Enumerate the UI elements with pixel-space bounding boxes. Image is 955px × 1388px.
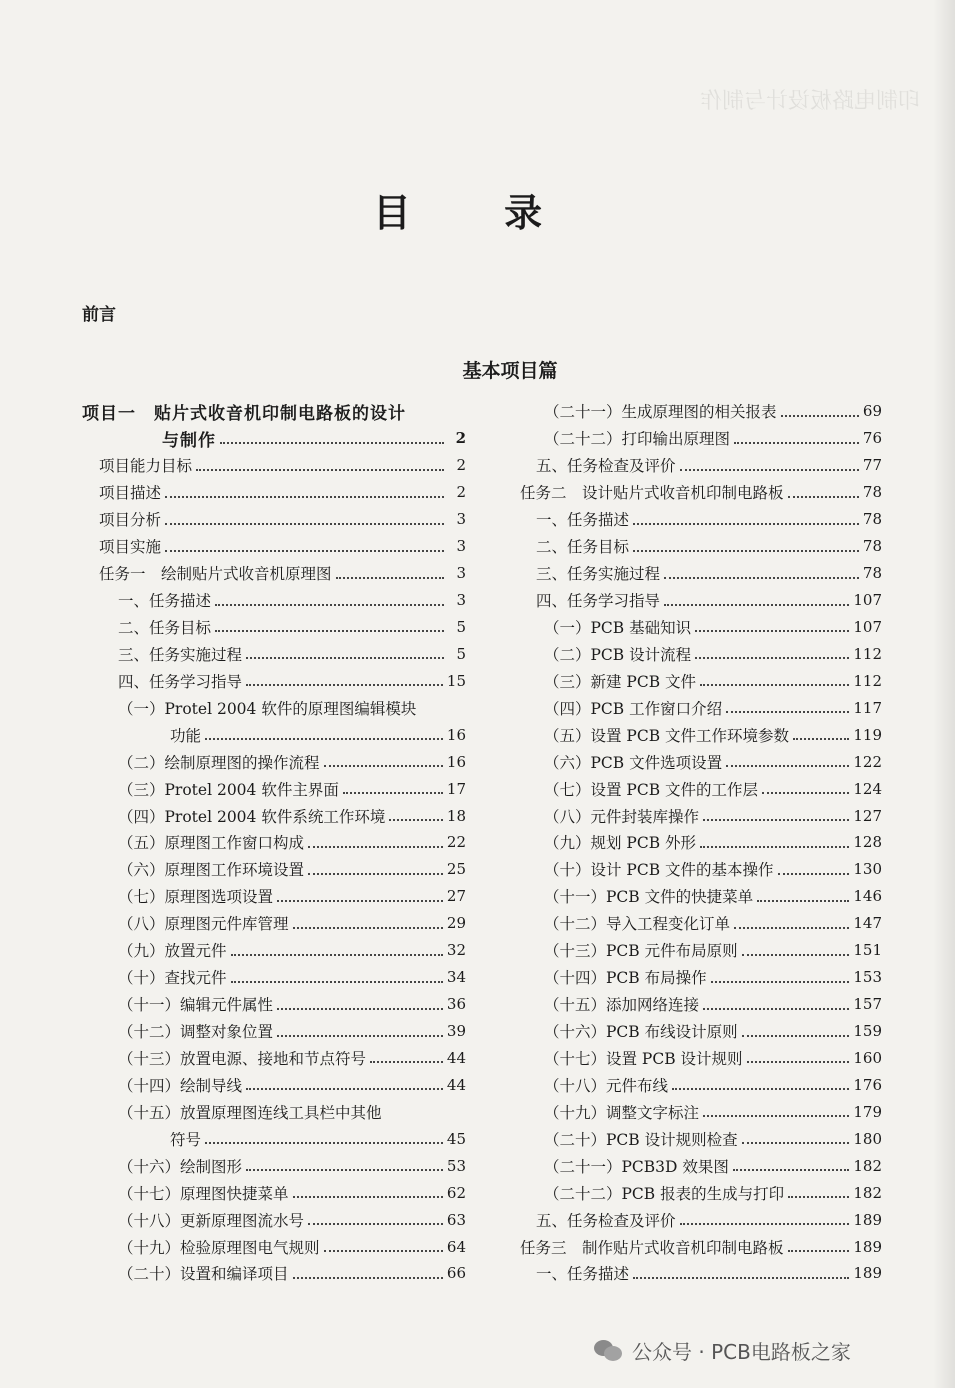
toc-leader-dots (733, 1168, 849, 1171)
toc-entry-title: （二十一）生成原理图的相关报表 (544, 403, 777, 422)
toc-entry (82, 1071, 466, 1098)
toc-leader-dots (664, 603, 849, 606)
toc-page-number: 78 (862, 537, 882, 556)
wechat-logo-icon (594, 1338, 624, 1362)
toc-entry (498, 721, 882, 748)
toc-page-number: 15 (446, 671, 466, 690)
toc-entry (82, 1260, 466, 1287)
toc-leader-dots (277, 1034, 443, 1037)
toc-entry-title: （十八）元件布线 (544, 1076, 669, 1095)
toc-entry-title: （十五）添加网络连接 (544, 996, 700, 1015)
toc-entry-title: （八）原理图元件库管理 (118, 915, 289, 934)
toc-entry (498, 694, 882, 721)
toc-entry (498, 506, 882, 533)
toc-leader-dots (781, 414, 859, 417)
toc-entry (82, 560, 466, 587)
toc-entry-title: （二十二）打印输出原理图 (544, 430, 731, 449)
toc-entry-title: （三）Protel 2004 软件主界面 (118, 780, 339, 799)
toc-page-number: 78 (862, 564, 882, 583)
toc-entry-title: （二十）设置和编译项目 (118, 1265, 289, 1284)
toc-leader-dots (165, 495, 444, 498)
toc-leader-dots (165, 549, 444, 552)
toc-entry-title: 三、任务实施过程 (118, 645, 243, 664)
toc-entry-title: （十三）放置电源、接地和节点符号 (118, 1049, 367, 1068)
toc-leader-dots (324, 1249, 443, 1252)
toc-entry-title: （七）原理图选项设置 (118, 888, 274, 907)
toc-entry (82, 640, 466, 667)
toc-entry-title: （十二）调整对象位置 (118, 1023, 274, 1042)
toc-page-number: 146 (853, 887, 882, 906)
toc-entry (498, 1260, 882, 1287)
toc-leader-dots (277, 1007, 443, 1010)
toc-page-number: 151 (853, 941, 882, 960)
toc-entry-title: 一、任务描述 (536, 1265, 630, 1284)
toc-page-number: 2 (455, 429, 466, 448)
toc-entry-title: 二、任务目标 (536, 538, 630, 557)
toc-page-number: 182 (853, 1156, 882, 1175)
toc-page-number: 127 (853, 806, 882, 825)
toc-page-number: 77 (862, 456, 882, 475)
toc-entry-title: （十七）设置 PCB 设计规则 (544, 1049, 743, 1068)
toc-page-number: 22 (446, 833, 466, 852)
toc-page-number: 107 (853, 591, 882, 610)
toc-entry-title: 项目实施 (99, 538, 162, 557)
toc-leader-dots (788, 495, 859, 498)
toc-entry-title: （九）放置元件 (118, 942, 227, 961)
toc-leader-dots (734, 441, 859, 444)
toc-entry (498, 1071, 882, 1098)
toc-entry (82, 1233, 466, 1260)
toc-entry-title: 任务一 绘制贴片式收音机原理图 (99, 565, 332, 584)
toc-entry (498, 452, 882, 479)
toc-entry (82, 1206, 466, 1233)
toc-leader-dots (308, 872, 443, 875)
toc-entry (498, 425, 882, 452)
toc-page-number: 176 (853, 1075, 882, 1094)
toc-leader-dots (726, 764, 849, 767)
toc-entry-title: （七）设置 PCB 文件的工作层 (544, 780, 759, 799)
toc-leader-dots (308, 1222, 443, 1225)
toc-entry-title: 五、任务检查及评价 (536, 457, 676, 476)
toc-page-number: 189 (853, 1237, 882, 1256)
toc-entry (498, 856, 882, 883)
toc-entry-title: （十一）PCB 文件的快捷菜单 (544, 888, 754, 907)
page-edge-shadow (933, 0, 955, 1388)
toc-leader-dots (703, 818, 849, 821)
toc-entry-title: （二十二）PCB 报表的生成与打印 (544, 1184, 785, 1203)
toc-page-number: 29 (446, 914, 466, 933)
toc-entry (498, 640, 882, 667)
toc-left-column (82, 398, 466, 1287)
toc-page-number: 180 (853, 1129, 882, 1148)
toc-entry (498, 614, 882, 641)
toc-entry (498, 1179, 882, 1206)
toc-page-number: 112 (853, 671, 882, 690)
preface-heading: 前言 (82, 305, 116, 325)
toc-page-number: 53 (446, 1156, 466, 1175)
toc-entry-title: （十九）检验原理图电气规则 (118, 1238, 320, 1257)
toc-leader-dots (293, 1276, 443, 1279)
toc-page-number: 130 (853, 860, 882, 879)
toc-entry-title: 项目能力目标 (99, 457, 193, 476)
toc-entry-title: 项目一 贴片式收音机印制电路板的设计 (82, 403, 406, 424)
toc-entry (498, 991, 882, 1018)
toc-page-number: 2 (456, 456, 466, 475)
toc-leader-dots (215, 629, 444, 632)
toc-entry (82, 1125, 466, 1152)
toc-entry (498, 533, 882, 560)
toc-entry (82, 829, 466, 856)
toc-entry (82, 1045, 466, 1072)
toc-leader-dots (277, 899, 443, 902)
toc-entry-title: （十）设计 PCB 文件的基本操作 (544, 861, 774, 880)
toc-leader-dots (205, 1141, 443, 1144)
toc-entry (82, 533, 466, 560)
toc-page-number: 119 (853, 725, 882, 744)
toc-entry-title: （十）查找元件 (118, 969, 227, 988)
toc-entry (498, 1098, 882, 1125)
toc-leader-dots (336, 576, 444, 579)
toc-entry (82, 398, 466, 425)
toc-entry-title: （十九）调整文字标注 (544, 1103, 700, 1122)
toc-leader-dots (793, 737, 849, 740)
toc-entry-title: 一、任务描述 (536, 511, 630, 530)
toc-leader-dots (700, 683, 849, 686)
toc-entry-title: 与制作 (162, 430, 216, 451)
toc-entry (82, 1152, 466, 1179)
toc-entry-title: （十八）更新原理图流水号 (118, 1211, 305, 1230)
toc-page-number: 3 (456, 510, 466, 529)
toc-page-number: 189 (853, 1264, 882, 1283)
toc-page-number: 16 (446, 725, 466, 744)
toc-leader-dots (205, 737, 443, 740)
watermark (594, 1332, 851, 1368)
toc-entry-title: （三）新建 PCB 文件 (544, 672, 697, 691)
toc-entry (82, 1018, 466, 1045)
toc-entry (498, 964, 882, 991)
toc-entry-title: （六）原理图工作环境设置 (118, 861, 305, 880)
toc-entry (82, 775, 466, 802)
toc-leader-dots (788, 1249, 850, 1252)
toc-entry (498, 1018, 882, 1045)
toc-right-column (498, 398, 882, 1287)
toc-page-number: 5 (456, 644, 466, 663)
toc-leader-dots (726, 710, 849, 713)
toc-entry (82, 425, 466, 452)
toc-page-number: 122 (853, 752, 882, 771)
toc-entry-title: 符号 (170, 1130, 202, 1149)
toc-page-number: 189 (853, 1210, 882, 1229)
toc-entry (82, 910, 466, 937)
toc-leader-dots (711, 980, 850, 983)
toc-entry (82, 452, 466, 479)
toc-leader-dots (700, 845, 849, 848)
toc-page-number: 25 (446, 860, 466, 879)
toc-page-number: 179 (853, 1102, 882, 1121)
toc-leader-dots (778, 872, 850, 875)
toc-leader-dots (246, 1168, 443, 1171)
toc-page-number: 2 (456, 483, 466, 502)
toc-entry (498, 1125, 882, 1152)
toc-entry (498, 1233, 882, 1260)
toc-entry-title: 四、任务学习指导 (536, 592, 661, 611)
toc-page-number: 160 (853, 1048, 882, 1067)
toc-page-number: 16 (446, 752, 466, 771)
toc-page-number: 112 (853, 644, 882, 663)
section-title: 基本项目篇 (462, 360, 558, 382)
toc-page-number: 182 (853, 1183, 882, 1202)
toc-entry-title: （十四）绘制导线 (118, 1076, 243, 1095)
toc-leader-dots (788, 1195, 849, 1198)
toc-entry-title: 四、任务学习指导 (118, 672, 243, 691)
toc-leader-dots (246, 1087, 443, 1090)
toc-leader-dots (246, 656, 444, 659)
toc-page-number: 78 (862, 483, 882, 502)
toc-entry (82, 856, 466, 883)
toc-entry (82, 748, 466, 775)
toc-page-number: 63 (446, 1210, 466, 1229)
toc-leader-dots (308, 845, 443, 848)
toc-page-number: 107 (853, 617, 882, 636)
watermark-text: 公众号 · PCB电路板之家 (632, 1339, 851, 1364)
toc-entry-title: （八）元件封装库操作 (544, 807, 700, 826)
toc-leader-dots (165, 522, 444, 525)
toc-entry (82, 802, 466, 829)
toc-entry-title: （十一）编辑元件属性 (118, 996, 274, 1015)
toc-entry (498, 775, 882, 802)
toc-entry-title: （五）设置 PCB 文件工作环境参数 (544, 726, 790, 745)
toc-entry-title: 二、任务目标 (118, 618, 212, 637)
toc-entry-title: （二）绘制原理图的操作流程 (118, 753, 320, 772)
toc-entry-title: （一）PCB 基础知识 (544, 618, 692, 637)
toc-entry (498, 1152, 882, 1179)
toc-entry-title: （九）规划 PCB 外形 (544, 834, 697, 853)
toc-entry (82, 1179, 466, 1206)
toc-entry (498, 587, 882, 614)
toc-entry-title: （十六）PCB 布线设计原则 (544, 1023, 738, 1042)
toc-entry (82, 1098, 466, 1125)
toc-entry (498, 802, 882, 829)
toc-entry (498, 883, 882, 910)
toc-leader-dots (343, 791, 443, 794)
toc-leader-dots (742, 1034, 850, 1037)
toc-entry-title: （四）PCB 工作窗口介绍 (544, 699, 723, 718)
toc-leader-dots (757, 899, 849, 902)
toc-entry (498, 829, 882, 856)
toc-leader-dots (703, 1007, 849, 1010)
toc-entry (82, 694, 466, 721)
toc-leader-dots (695, 629, 849, 632)
toc-page-number: 3 (456, 591, 466, 610)
toc-entry-title: （十四）PCB 布局操作 (544, 969, 707, 988)
toc-entry (498, 1206, 882, 1233)
toc-entry (498, 479, 882, 506)
toc-leader-dots (742, 953, 850, 956)
toc-leader-dots (633, 549, 859, 552)
toc-entry (82, 964, 466, 991)
toc-leader-dots (633, 1276, 849, 1279)
toc-entry (82, 721, 466, 748)
toc-page-number: 117 (853, 698, 882, 717)
toc-page-number: 34 (446, 968, 466, 987)
toc-page-number: 44 (446, 1075, 466, 1094)
toc-page-number: 153 (853, 968, 882, 987)
toc-entry (82, 614, 466, 641)
toc-leader-dots (742, 1141, 850, 1144)
toc-entry (82, 937, 466, 964)
toc-page-number: 66 (446, 1264, 466, 1283)
toc-leader-dots (389, 818, 443, 821)
toc-leader-dots (231, 953, 443, 956)
toc-entry-title: （二十一）PCB3D 效果图 (544, 1157, 729, 1176)
toc-leader-dots (680, 468, 859, 471)
toc-entry-title: 项目分析 (99, 511, 162, 530)
toc-entry (82, 587, 466, 614)
toc-page-number: 159 (853, 1022, 882, 1041)
toc-entry-title: （五）原理图工作窗口构成 (118, 834, 305, 853)
toc-entry-title: 五、任务检查及评价 (536, 1211, 676, 1230)
toc-leader-dots (762, 791, 849, 794)
toc-leader-dots (664, 576, 859, 579)
toc-page-number: 39 (446, 1022, 466, 1041)
toc-entry-title: （十五）放置原理图连线工具栏中其他 (118, 1103, 382, 1122)
toc-leader-dots (747, 1060, 850, 1063)
toc-leader-dots (370, 1060, 443, 1063)
toc-entry (82, 883, 466, 910)
toc-page-number: 45 (446, 1129, 466, 1148)
toc-page-number: 69 (862, 402, 882, 421)
toc-page-number: 36 (446, 995, 466, 1014)
toc-page-number: 76 (862, 429, 882, 448)
toc-leader-dots (703, 1114, 849, 1117)
toc-page-number: 27 (446, 887, 466, 906)
bleed-through-header: 印制电路板设计与制作 (699, 89, 920, 114)
toc-page-number: 157 (853, 995, 882, 1014)
toc-entry (498, 398, 882, 425)
toc-leader-dots (196, 468, 444, 471)
toc-entry (498, 667, 882, 694)
toc-entry (498, 748, 882, 775)
toc-page-number: 128 (853, 833, 882, 852)
toc-entry-title: （十六）绘制图形 (118, 1157, 243, 1176)
toc-entry-title: 任务三 制作贴片式收音机印制电路板 (520, 1238, 784, 1257)
toc-page-number: 32 (446, 941, 466, 960)
page-title: 目 录 (372, 190, 583, 235)
toc-entry-title: （十七）原理图快捷菜单 (118, 1184, 289, 1203)
toc-leader-dots (734, 926, 849, 929)
toc-page-number: 5 (456, 617, 466, 636)
toc-entry (82, 991, 466, 1018)
toc-entry (498, 1045, 882, 1072)
toc-page-number: 124 (853, 779, 882, 798)
toc-entry (498, 560, 882, 587)
toc-leader-dots (246, 683, 443, 686)
toc-entry-title: （二）PCB 设计流程 (544, 645, 692, 664)
toc-entry (498, 937, 882, 964)
toc-leader-dots (695, 656, 849, 659)
toc-entry (82, 479, 466, 506)
toc-leader-dots (672, 1087, 849, 1090)
toc-page-number: 17 (446, 779, 466, 798)
toc-leader-dots (220, 441, 444, 444)
toc-page-number: 44 (446, 1048, 466, 1067)
toc-entry (82, 667, 466, 694)
toc-entry (498, 910, 882, 937)
toc-leader-dots (215, 603, 444, 606)
toc-entry-title: （六）PCB 文件选项设置 (544, 753, 723, 772)
toc-entry-title: （一）Protel 2004 软件的原理图编辑模块 (118, 699, 417, 718)
toc-entry-title: 项目描述 (99, 484, 162, 503)
toc-page-number: 3 (456, 537, 466, 556)
toc-entry-title: （二十）PCB 设计规则检查 (544, 1130, 738, 1149)
toc-page-number: 64 (446, 1237, 466, 1256)
toc-leader-dots (324, 764, 443, 767)
toc-entry-title: 一、任务描述 (118, 592, 212, 611)
toc-page-number: 78 (862, 510, 882, 529)
toc-leader-dots (680, 1222, 850, 1225)
toc-page-number: 18 (446, 806, 466, 825)
toc-entry-title: 功能 (170, 726, 202, 745)
toc-leader-dots (293, 926, 443, 929)
toc-page-number: 3 (456, 564, 466, 583)
toc-entry-title: （十二）导入工程变化订单 (544, 915, 731, 934)
toc-page-number: 147 (853, 914, 882, 933)
toc-entry-title: 三、任务实施过程 (536, 565, 661, 584)
toc-leader-dots (231, 980, 443, 983)
toc-leader-dots (633, 522, 859, 525)
toc-entry (82, 506, 466, 533)
toc-entry-title: （四）Protel 2004 软件系统工作环境 (118, 807, 386, 826)
toc-leader-dots (293, 1195, 443, 1198)
toc-entry-title: （十三）PCB 元件布局原则 (544, 942, 738, 961)
toc-page-number: 62 (446, 1183, 466, 1202)
toc-entry-title: 任务二 设计贴片式收音机印制电路板 (520, 484, 784, 503)
